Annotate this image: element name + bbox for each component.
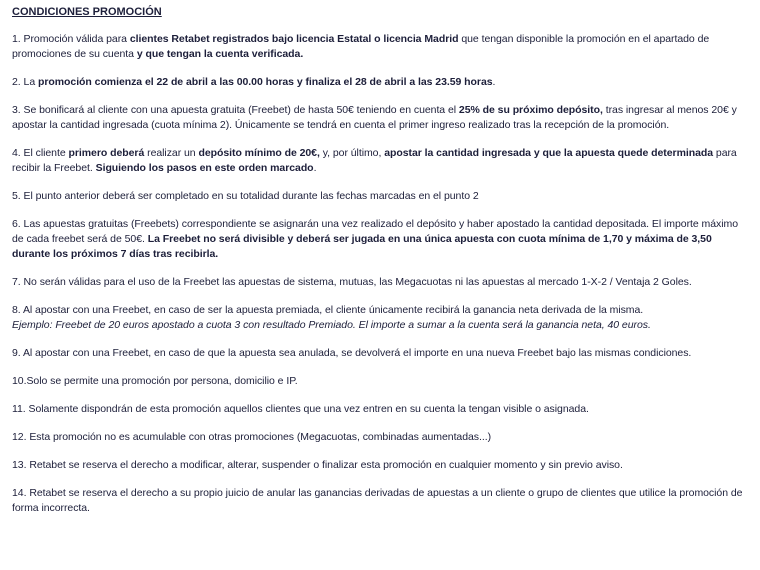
clause-10: 10.Solo se permite una promoción por persona, domicilio e IP. [12, 375, 298, 387]
clause-4: 4. El cliente primero deberá realizar un depósito mínimo de 20€, y, por último, apostar la cantidad ingresada y que la apuesta quede determinada para recibir la Freebet. Siguiendo los pasos en este orden marcado. [12, 147, 737, 174]
clause-9: 9. Al apostar con una Freebet, en caso de que la apuesta sea anulada, se devolverá el importe en una nueva Freebet bajo las mismas condiciones. [12, 347, 692, 359]
clause-1: 1. Promoción válida para clientes Retabet registrados bajo licencia Estatal o licencia Madrid que tengan disponible la promoción en el apartado de promociones de su cuenta y que tengan la cuenta verificada. [12, 33, 710, 60]
clause-11: 11. Solamente dispondrán de esta promoción aquellos clientes que una vez entren en su cuenta la tengan visible o asignada. [12, 403, 589, 415]
clause-13: 13. Retabet se reserva el derecho a modificar, alterar, suspender o finalizar esta promoción en cualquier momento y sin previo aviso. [12, 459, 623, 471]
clause-6: 6. Las apuestas gratuitas (Freebets) correspondiente se asignarán una vez realizado el depósito y haber apostado la cantidad depositada. El importe máximo de cada freebet será de 50€. La Freebet no será divisible y deberá ser jugada en una única apuesta con cuota mínima de 1,70 y máxima de 3,50 durante los próximos 7 días tras recibirla. [12, 218, 738, 260]
clause-5: 5. El punto anterior deberá ser completado en su totalidad durante las fechas marcadas en el punto 2 [12, 190, 479, 202]
clause-7: 7. No serán válidas para el uso de la Freebet las apuestas de sistema, mutuas, las Megacuotas ni las apuestas al mercado 1-X-2 / Ventaja 2 Goles. [12, 276, 692, 288]
clause-8: 8. Al apostar con una Freebet, en caso de ser la apuesta premiada, el cliente únicamente recibirá la ganancia neta derivada de la misma. Ejemplo: Freebet de 20 euros apostado a cuota 3 con resultado Premiado. El importe a sumar a la cuenta será la ganancia neta, 40 euros. [12, 304, 651, 331]
clause-14: 14. Retabet se reserva el derecho a su propio juicio de anular las ganancias derivadas de apuestas a un cliente o grupo de clientes que utilice la promoción de forma incorrecta. [12, 487, 743, 514]
clause-3: 3. Se bonificará al cliente con una apuesta gratuita (Freebet) de hasta 50€ teniendo en cuenta el 25% de su próximo depósito, tras ingresar al menos 20€ y apostar la cantidad ingresada (cuota mínima 2). Únicamente se tendrá en cuenta el primer ingreso realizado tras la recepción de la promoción. [12, 104, 737, 131]
clause-12: 12. Esta promoción no es acumulable con otras promociones (Megacuotas, combinadas aumentadas...) [12, 431, 492, 443]
terms-document [12, 4, 748, 529]
page-title: CONDICIONES PROMOCIÓN [12, 6, 162, 18]
clause-2: 2. La promoción comienza el 22 de abril a las 00.00 horas y finaliza el 28 de abril a las 23.59 horas. [12, 76, 496, 88]
clause-8-example: Ejemplo: Freebet de 20 euros apostado a cuota 3 con resultado Premiado. El importe a sumar a la cuenta será la ganancia neta, 40 euros. [12, 319, 651, 331]
